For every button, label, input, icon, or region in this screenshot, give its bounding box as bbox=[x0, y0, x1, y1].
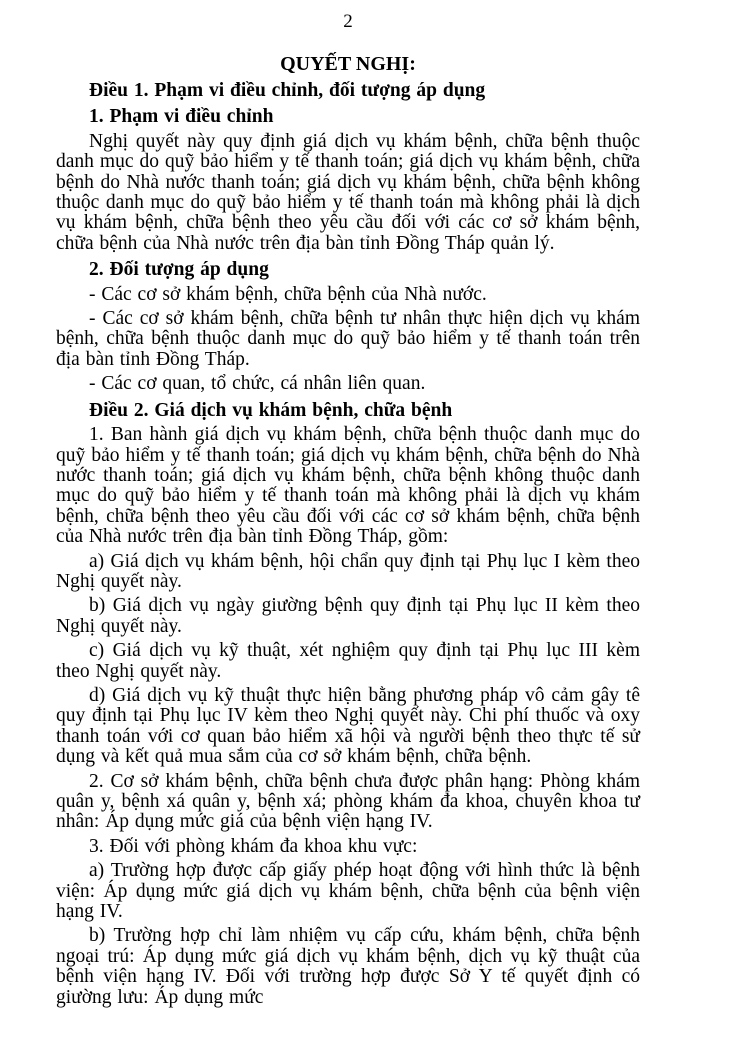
section-heading: 2. Đối tượng áp dụng bbox=[89, 259, 269, 281]
paragraph: - Các cơ sở khám bệnh, chữa bệnh tư nhân thực hiện dịch vụ khám bệnh, chữa bệnh thuộc danh mục do quỹ bảo hiểm y tế thanh toán trên địa bàn tỉnh Đồng Tháp. bbox=[56, 308, 640, 370]
paragraph: Nghị quyết này quy định giá dịch vụ khám bệnh, chữa bệnh thuộc danh mục do quỹ bảo hiểm y tế thanh toán; giá dịch vụ khám bệnh, chữa bệnh do Nhà nước thanh toán; giá dịch vụ khám bệnh, chữa bệnh không thuộc danh mục do quỹ bảo hiểm y tế thanh toán mà không phải là dịch vụ khám bệnh, chữa bệnh theo yêu cầu đối với các cơ sở khám bệnh, chữa bệnh của Nhà nước trên địa bàn tỉnh Đồng Tháp quản lý. bbox=[56, 130, 640, 254]
paragraph: - Các cơ sở khám bệnh, chữa bệnh của Nhà nước. bbox=[89, 283, 487, 305]
paragraph: 2. Cơ sở khám bệnh, chữa bệnh chưa được phân hạng: Phòng khám quân y, bệnh xá quân y, bệnh xá; phòng khám đa khoa, chuyên khoa tư nhân: Áp dụng mức giá của bệnh viện hạng IV. bbox=[56, 770, 640, 833]
paragraph: b) Trường hợp chỉ làm nhiệm vụ cấp cứu, khám bệnh, chữa bệnh ngoại trú: Áp dụng mức giá dịch vụ khám bệnh, dịch vụ kỹ thuật của bệnh viện hạng IV. Đối với trường hợp được Sở Y tế quyết định có giường lưu: Áp dụng mức bbox=[56, 925, 640, 1008]
paragraph: 1. Ban hành giá dịch vụ khám bệnh, chữa bệnh thuộc danh mục do quỹ bảo hiểm y tế thanh toán; giá dịch vụ khám bệnh, chữa bệnh do Nhà nước thanh toán; giá dịch vụ khám bệnh, chữa bệnh không thuộc danh mục do quỹ bảo hiểm y tế thanh toán mà không phải là dịch vụ khám bệnh, chữa bệnh theo yêu cầu đối với các cơ sở khám bệnh, chữa bệnh của Nhà nước trên địa bàn tỉnh Đồng Tháp, gồm: bbox=[56, 424, 640, 548]
page-number: 2 bbox=[343, 11, 353, 32]
section-heading: Điều 1. Phạm vi điều chỉnh, đối tượng áp dụng bbox=[89, 80, 486, 101]
paragraph: 3. Đối với phòng khám đa khoa khu vực: bbox=[89, 835, 418, 857]
document-body bbox=[56, 81, 640, 1008]
paragraph: - Các cơ quan, tổ chức, cá nhân liên quan. bbox=[89, 373, 426, 395]
section-heading: Điều 2. Giá dịch vụ khám bệnh, chữa bệnh bbox=[89, 399, 453, 421]
document-title: QUYẾT NGHỊ: bbox=[280, 53, 416, 75]
paragraph: a) Giá dịch vụ khám bệnh, hội chẩn quy định tại Phụ lục I kèm theo Nghị quyết này. bbox=[56, 550, 640, 592]
paragraph: c) Giá dịch vụ kỹ thuật, xét nghiệm quy định tại Phụ lục III kèm theo Nghị quyết này. bbox=[56, 640, 640, 682]
paragraph: b) Giá dịch vụ ngày giường bệnh quy định tại Phụ lục II kèm theo Nghị quyết này. bbox=[56, 595, 640, 637]
paragraph: a) Trường hợp được cấp giấy phép hoạt động với hình thức là bệnh viện: Áp dụng mức giá dịch vụ khám bệnh, chữa bệnh của bệnh viện hạng IV. bbox=[56, 860, 640, 923]
paragraph: d) Giá dịch vụ kỹ thuật thực hiện bằng phương pháp vô cảm gây tê quy định tại Phụ lục IV kèm theo Nghị quyết này. Chi phí thuốc và oxy thanh toán với cơ quan bảo hiểm xã hội và người bệnh theo thực tế sử dụng và kết quả mua sắm của cơ sở khám bệnh, chữa bệnh. bbox=[56, 684, 640, 768]
section-heading: 1. Phạm vi điều chỉnh bbox=[89, 106, 274, 128]
document-content bbox=[56, 12, 640, 1008]
